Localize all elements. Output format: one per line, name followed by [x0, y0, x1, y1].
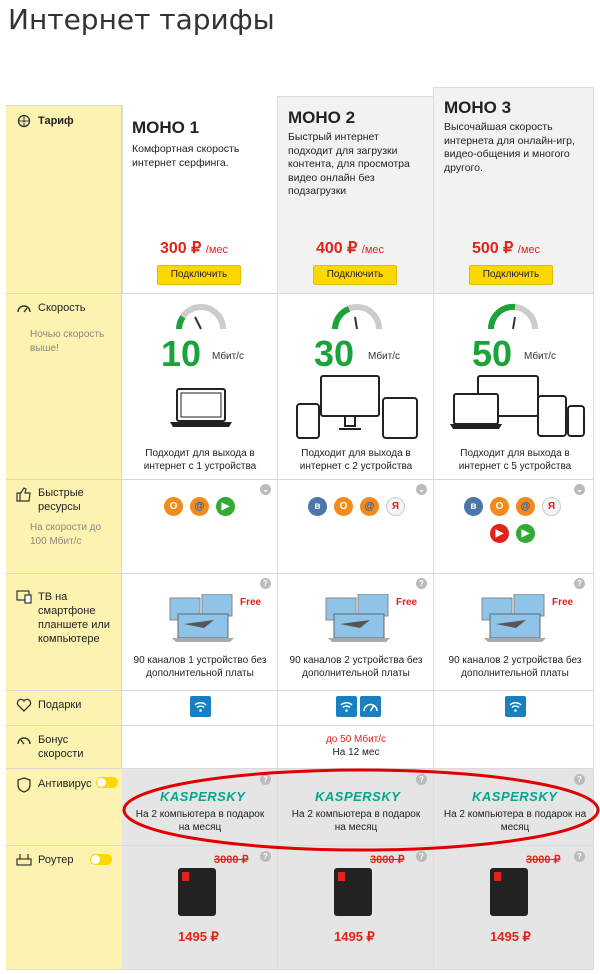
- wifi-gift-icon[interactable]: [505, 696, 526, 717]
- speed-gauge-1: [174, 302, 228, 332]
- devices-icon: [16, 590, 32, 604]
- wifi-gift-icon[interactable]: [336, 696, 357, 717]
- kaspersky-logo: KASPERSKY: [315, 789, 401, 804]
- help-icon[interactable]: ?: [416, 851, 427, 862]
- odnoklassniki-icon: О: [490, 497, 509, 516]
- row-label-antivirus: Антивирус: [16, 777, 91, 793]
- plan2-speed: 30: [314, 333, 355, 374]
- odnoklassniki-icon: О: [334, 497, 353, 516]
- odnoklassniki-icon: О: [164, 497, 183, 516]
- thumbs-up-icon: [16, 486, 32, 502]
- tv-devices-image: [164, 594, 242, 644]
- plan1-router-price: 1495 ₽: [178, 929, 219, 944]
- yandex-icon: Я: [386, 497, 405, 516]
- tariff-table: [6, 0, 594, 974]
- plan3-desc: Высочайшая скорость интернета для онлайн-игр, видео-общения и многого другого.: [444, 121, 575, 174]
- plan3-speed: 50: [472, 333, 513, 374]
- info-expand-icon[interactable]: ⌄: [574, 484, 585, 495]
- speedometer-icon: [16, 301, 32, 315]
- globe-icon: [16, 114, 32, 128]
- plan3-name: МОНО 3: [444, 98, 512, 117]
- help-icon[interactable]: ?: [416, 578, 427, 589]
- help-icon[interactable]: ?: [416, 774, 427, 785]
- plan2-price: 400 ₽ /мес: [316, 240, 385, 257]
- help-icon[interactable]: ?: [574, 851, 585, 862]
- info-expand-icon[interactable]: ⌄: [416, 484, 427, 495]
- router-image: [178, 868, 216, 916]
- plan2-router-price: 1495 ₽: [334, 929, 375, 944]
- row-label-bonus: Бонус скорости: [16, 733, 106, 761]
- plan1-free-badge: Free: [240, 597, 262, 608]
- plan1-router-old-price: 3000 ₽: [214, 854, 249, 866]
- plan1-tv-text: 90 каналов 1 устройство без дополнительной платы: [133, 655, 267, 679]
- plan1-antivirus-text: На 2 компьютера в подарок на месяц: [135, 809, 265, 833]
- devices-5-icon: [448, 374, 588, 440]
- plan1-speed-unit: Мбит/с: [212, 351, 245, 362]
- row-label-speed: Скорость: [16, 301, 86, 315]
- speed-gauge-2: [330, 302, 384, 332]
- plan2-bonus-duration: На 12 мес: [332, 747, 380, 758]
- plan3-tv-text: 90 каналов 2 устройства без дополнительной платы: [448, 655, 582, 679]
- plan3-price: 500 ₽ /мес: [472, 240, 541, 257]
- youtube-icon: ▶: [490, 524, 509, 543]
- plan3-speed-unit: Мбит/с: [524, 351, 557, 362]
- kaspersky-logo: KASPERSKY: [160, 789, 246, 804]
- plan2-bonus: до 50 Мбит/с: [325, 734, 387, 745]
- help-icon[interactable]: ?: [260, 774, 271, 785]
- devices-2-icon: [295, 374, 421, 440]
- plan3-free-badge: Free: [552, 597, 574, 608]
- plan1-connect-button[interactable]: Подключить: [157, 265, 241, 285]
- plan2-devices: Подходит для выхода в интернет с 2 устройства: [299, 448, 413, 472]
- plan3-antivirus-text: На 2 компьютера в подарок на месяц: [443, 809, 587, 833]
- play-icon: ▶: [516, 524, 535, 543]
- shield-icon: [16, 777, 32, 793]
- speed-bonus-icon: [16, 733, 32, 747]
- router-image: [334, 868, 372, 916]
- plan2-connect-button[interactable]: Подключить: [313, 265, 397, 285]
- mail-icon: @: [516, 497, 535, 516]
- row-label-tariff: Тариф: [16, 114, 74, 128]
- speed-gift-icon[interactable]: [360, 696, 381, 717]
- row-label-tv: ТВ на смартфоне планшете или компьютере: [16, 590, 124, 646]
- plan2-antivirus-text: На 2 компьютера в подарок на месяц: [291, 809, 421, 833]
- help-icon[interactable]: ?: [574, 774, 585, 785]
- vk-icon: в: [308, 497, 327, 516]
- mail-icon: @: [190, 497, 209, 516]
- annotation-highlight-ellipse: [118, 766, 600, 854]
- kaspersky-logo: KASPERSKY: [472, 789, 558, 804]
- plan3-router-price: 1495 ₽: [490, 929, 531, 944]
- mail-icon: @: [360, 497, 379, 516]
- speed-note: Ночью скорость выше!: [30, 329, 105, 354]
- vk-icon: в: [464, 497, 483, 516]
- plan3-devices: Подходит для выхода в интернет с 5 устройства: [458, 448, 572, 472]
- plan1-name: МОНО 1: [132, 118, 200, 137]
- plan2-desc: Быстрый интернет подходит для загрузки контента, для просмотра видео онлайн без подзагрузки: [288, 131, 410, 197]
- resources-note: На скорости до 100 Мбит/с: [30, 522, 102, 547]
- info-expand-icon[interactable]: ⌄: [260, 484, 271, 495]
- plan2-name: МОНО 2: [288, 108, 356, 127]
- play-icon: ▶: [216, 497, 235, 516]
- wifi-gift-icon[interactable]: [190, 696, 211, 717]
- help-icon[interactable]: ?: [260, 851, 271, 862]
- tv-devices-image: [320, 594, 398, 644]
- row-label-gifts: Подарки: [16, 698, 81, 712]
- tv-devices-image: [476, 594, 554, 644]
- page-title: Интернет тарифы: [8, 3, 275, 36]
- plan1-speed: 10: [161, 333, 202, 374]
- router-image: [490, 868, 528, 916]
- antivirus-toggle[interactable]: [96, 777, 118, 788]
- plan2-tv-text: 90 каналов 2 устройства без дополнительной платы: [289, 655, 423, 679]
- heart-icon: [16, 698, 32, 712]
- plan2-router-old-price: 3000 ₽: [370, 854, 405, 866]
- plan2-speed-unit: Мбит/с: [368, 351, 401, 362]
- speed-gauge-3: [486, 302, 540, 332]
- router-icon: [16, 853, 32, 867]
- row-label-resources: Быстрые ресурсы: [16, 486, 116, 514]
- plan3-router-old-price: 3000 ₽: [526, 854, 561, 866]
- plan1-desc: Комфортная скорость интернет серфинга.: [132, 143, 240, 169]
- laptop-icon: [169, 388, 233, 428]
- plan1-price: 300 ₽ /мес: [160, 240, 229, 257]
- router-toggle[interactable]: [90, 854, 112, 865]
- plan3-connect-button[interactable]: Подключить: [469, 265, 553, 285]
- row-label-router: Роутер: [16, 853, 74, 867]
- plan1-devices: Подходит для выхода в интернет с 1 устройства: [143, 448, 257, 472]
- help-icon[interactable]: ?: [260, 578, 271, 589]
- yandex-icon: Я: [542, 497, 561, 516]
- help-icon[interactable]: ?: [574, 578, 585, 589]
- plan2-free-badge: Free: [396, 597, 418, 608]
